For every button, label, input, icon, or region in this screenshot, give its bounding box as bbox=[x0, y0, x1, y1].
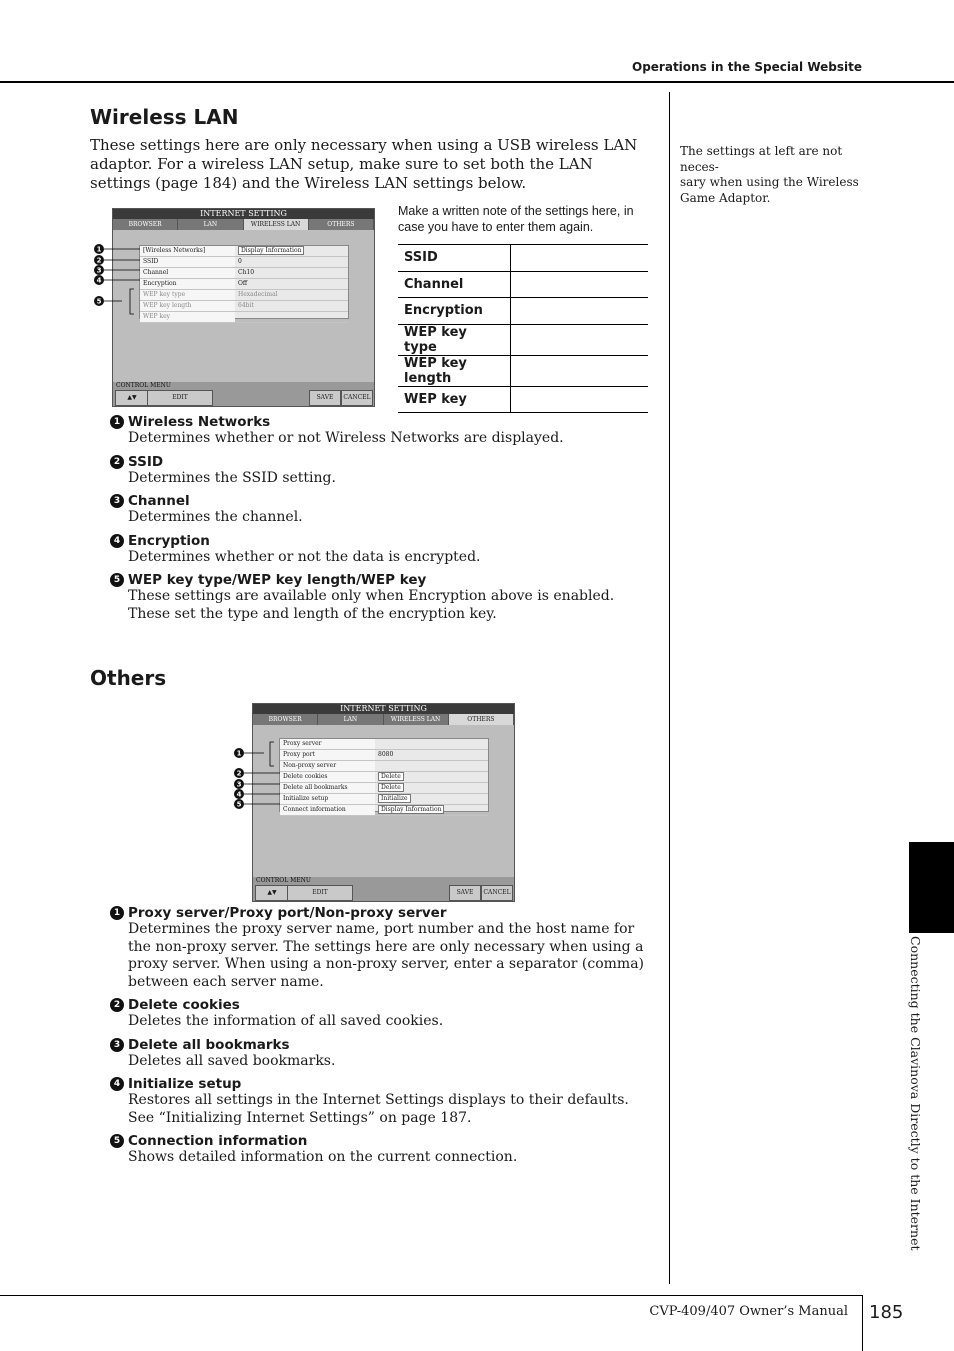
list-item: 2 Delete cookies Deletes the information of all saved cookies. bbox=[110, 997, 650, 1031]
settings-note-table bbox=[398, 244, 648, 413]
footer-rule bbox=[0, 1295, 862, 1296]
row-wep-key-length[interactable]: WEP key length 64bit bbox=[140, 301, 348, 312]
save-button[interactable]: SAVE bbox=[309, 390, 341, 406]
others-screen bbox=[252, 703, 515, 902]
row-encryption[interactable]: Encryption Off bbox=[140, 279, 348, 290]
table-row: Channel bbox=[398, 271, 648, 298]
tab-others[interactable]: OTHERS bbox=[309, 219, 374, 230]
tab-others[interactable]: OTHERS bbox=[449, 714, 514, 725]
tab-lan[interactable]: LAN bbox=[318, 714, 383, 725]
list-item: 3 Delete all bookmarks Deletes all saved bookmarks. bbox=[110, 1037, 650, 1071]
header-rule bbox=[0, 81, 954, 83]
tab-wireless-lan[interactable]: WIRELESS LAN bbox=[244, 219, 309, 230]
list-item: 4 Initialize setup Restores all settings in the Internet Settings displays to their defaults. See “Initializing Internet Settings” on page 187. bbox=[110, 1076, 650, 1127]
footer-manual-name: CVP-409/407 Owner’s Manual bbox=[649, 1304, 848, 1319]
table-row: WEP key bbox=[398, 386, 648, 413]
row-proxy-port[interactable]: Proxy port 8080 bbox=[280, 750, 488, 761]
column-divider bbox=[669, 92, 670, 1284]
running-header: Operations in the Special Website bbox=[632, 60, 862, 74]
wireless-item-list bbox=[110, 414, 650, 623]
list-item: 1 Proxy server/Proxy port/Non-proxy server Determines the proxy server name, port number and the host name for the non-proxy server. The settings here are only necessary when using a proxy server. When using a non-proxy server, enter a separator (comma) between each server name. bbox=[110, 905, 650, 991]
others-item-list bbox=[110, 905, 650, 1167]
row-initialize-setup[interactable]: Initialize setup Initialize bbox=[280, 794, 488, 805]
side-note: The settings at left are not neces- sary when using the Wireless Game Adaptor. bbox=[680, 144, 859, 205]
svg-text:3: 3 bbox=[96, 266, 102, 275]
tab-lan[interactable]: LAN bbox=[178, 219, 243, 230]
page-number: 185 bbox=[869, 1302, 904, 1323]
control-menu-bar: CONTROL MENU ▲▼ EDIT SAVE CANCEL bbox=[253, 877, 514, 901]
up-down-button[interactable]: ▲▼ bbox=[255, 885, 289, 901]
wireless-lan-screen bbox=[112, 208, 375, 407]
table-row: WEP key length bbox=[398, 355, 648, 386]
cancel-button[interactable]: CANCEL bbox=[341, 390, 373, 406]
control-menu-bar: CONTROL MENU ▲▼ EDIT SAVE CANCEL bbox=[113, 382, 374, 406]
svg-text:2: 2 bbox=[96, 256, 102, 265]
list-item: 2 SSID Determines the SSID setting. bbox=[110, 454, 650, 488]
display-information-button[interactable]: Display Information bbox=[378, 805, 444, 814]
screen-title: INTERNET SETTING bbox=[113, 209, 374, 219]
settings-panel bbox=[279, 738, 489, 812]
wireless-callouts bbox=[92, 242, 142, 318]
tab-browser[interactable]: BROWSER bbox=[113, 219, 178, 230]
svg-text:4: 4 bbox=[236, 790, 242, 799]
svg-text:1: 1 bbox=[236, 749, 242, 758]
list-item: 5 Connection information Shows detailed information on the current connection. bbox=[110, 1133, 650, 1167]
screen-tabs bbox=[253, 714, 514, 725]
svg-text:4: 4 bbox=[96, 276, 102, 285]
up-down-button[interactable]: ▲▼ bbox=[115, 390, 149, 406]
row-wep-key[interactable]: WEP key bbox=[140, 312, 348, 323]
svg-text:5: 5 bbox=[96, 297, 102, 306]
table-row: WEP key type bbox=[398, 324, 648, 355]
svg-text:1: 1 bbox=[96, 245, 102, 254]
section-thumb-tab bbox=[909, 842, 954, 933]
svg-text:2: 2 bbox=[236, 769, 242, 778]
row-delete-bookmarks[interactable]: Delete all bookmarks Delete bbox=[280, 783, 488, 794]
screen-tabs bbox=[113, 219, 374, 230]
footer-divider bbox=[862, 1295, 863, 1351]
row-delete-cookies[interactable]: Delete cookies Delete bbox=[280, 772, 488, 783]
row-non-proxy-server[interactable]: Non-proxy server bbox=[280, 761, 488, 772]
list-item: 5 WEP key type/WEP key length/WEP key These settings are available only when Encryption above is enabled. These set the type and length of the encryption key. bbox=[110, 572, 650, 623]
row-connect-information[interactable]: Connect information Display Information bbox=[280, 805, 488, 816]
list-item: 4 Encryption Determines whether or not the data is encrypted. bbox=[110, 533, 650, 567]
row-channel[interactable]: Channel Ch10 bbox=[140, 268, 348, 279]
section-heading-others: Others bbox=[90, 666, 167, 690]
row-wep-key-type[interactable]: WEP key type Hexadecimal bbox=[140, 290, 348, 301]
row-wireless-networks[interactable]: [Wireless Networks] Display Information bbox=[140, 246, 348, 257]
section-heading-wireless: Wireless LAN bbox=[90, 105, 239, 129]
tab-wireless-lan[interactable]: WIRELESS LAN bbox=[384, 714, 449, 725]
wireless-intro: These settings here are only necessary when using a USB wireless LAN adaptor. For a wireless LAN setup, make sure to set both the LAN settings (page 184) and the Wireless LAN settings below. bbox=[90, 136, 638, 192]
row-proxy-server[interactable]: Proxy server bbox=[280, 739, 488, 750]
row-ssid[interactable]: SSID 0 bbox=[140, 257, 348, 268]
svg-text:3: 3 bbox=[236, 780, 242, 789]
table-note: Make a written note of the settings here, in case you have to enter them again. bbox=[398, 204, 634, 234]
display-information-button[interactable]: Display Information bbox=[238, 246, 304, 255]
settings-panel bbox=[139, 245, 349, 319]
table-row: Encryption bbox=[398, 298, 648, 325]
delete-bookmarks-button[interactable]: Delete bbox=[378, 783, 404, 792]
side-chapter-label: Connecting the Clavinova Directly to the Internet bbox=[908, 936, 923, 1251]
list-item: 3 Channel Determines the channel. bbox=[110, 493, 650, 527]
others-callouts bbox=[232, 738, 282, 812]
delete-cookies-button[interactable]: Delete bbox=[378, 772, 404, 781]
tab-browser[interactable]: BROWSER bbox=[253, 714, 318, 725]
save-button[interactable]: SAVE bbox=[449, 885, 481, 901]
edit-button[interactable]: EDIT bbox=[287, 885, 353, 901]
edit-button[interactable]: EDIT bbox=[147, 390, 213, 406]
cancel-button[interactable]: CANCEL bbox=[481, 885, 513, 901]
table-row: SSID bbox=[398, 245, 648, 272]
list-item: 1 Wireless Networks Determines whether or not Wireless Networks are displayed. bbox=[110, 414, 650, 448]
initialize-button[interactable]: Initialize bbox=[378, 794, 411, 803]
screen-title: INTERNET SETTING bbox=[253, 704, 514, 714]
svg-text:5: 5 bbox=[236, 800, 242, 809]
